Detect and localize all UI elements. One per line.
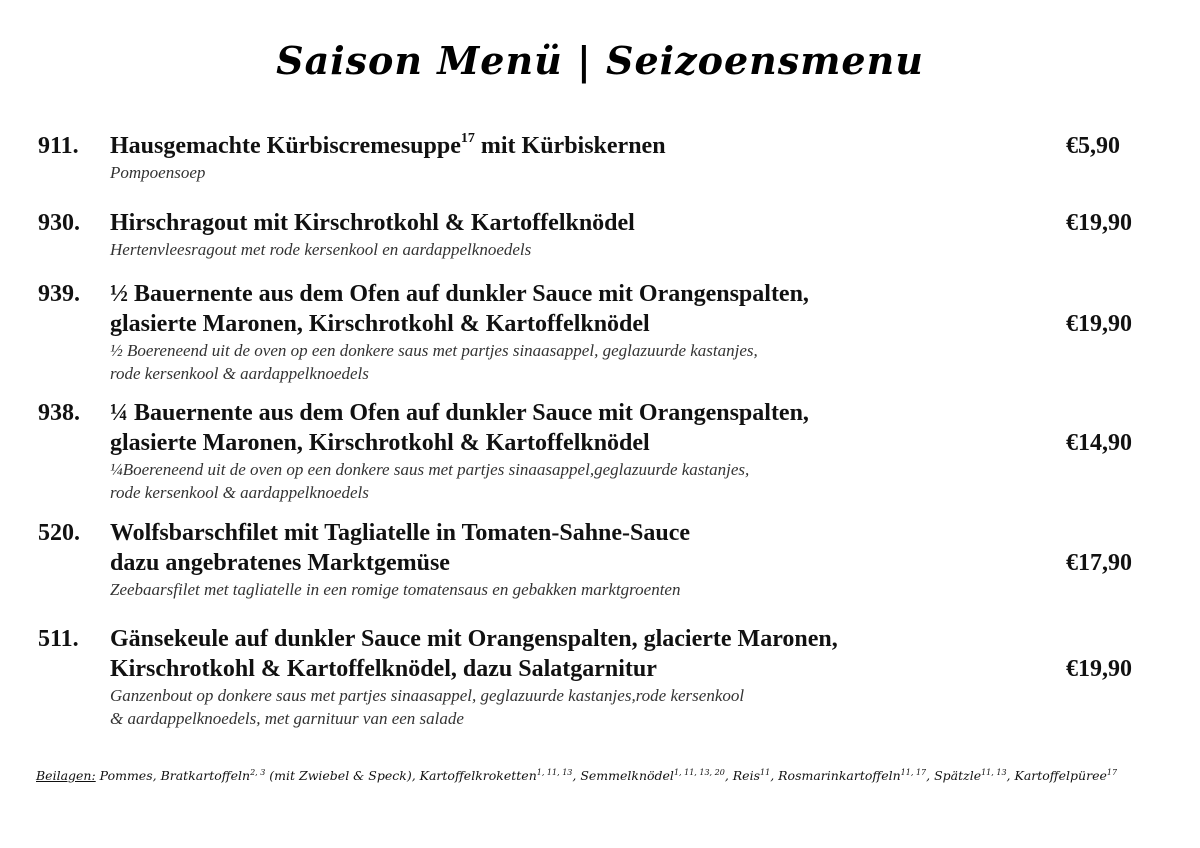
item-name-line-2: glasierte Maronen, Kirschrotkohl & Kartoffelknödel: [110, 311, 650, 337]
item-name-text: Hausgemachte Kürbiscremesuppe: [110, 133, 461, 159]
item-number: 911.: [38, 133, 79, 159]
allergen-code: 1, 11, 13, 20: [673, 768, 725, 777]
item-number: 939.: [38, 281, 80, 307]
item-name: Hirschragout mit Kirschrotkohl & Kartoffelknödel: [110, 210, 635, 236]
item-name-line-1: ¼ Bauernente aus dem Ofen auf dunkler Sauce mit Orangenspalten,: [110, 400, 809, 426]
menu-item: [38, 518, 1158, 608]
side-dish: , Semmelknödel: [572, 768, 674, 784]
item-description-line-1: Ganzenbout op donkere saus met partjes sinaasappel, geglazuurde kastanjes,rode kersenkool: [110, 686, 745, 705]
item-number: 520.: [38, 520, 80, 546]
item-number: 938.: [38, 400, 80, 426]
item-price: €14,90: [1066, 430, 1132, 456]
item-description: Hertenvleesragout met rode kersenkool en aardappelknoedels: [110, 240, 532, 259]
item-name-line-2: dazu angebratenes Marktgemüse: [110, 550, 450, 576]
allergen-code: 11: [760, 768, 771, 777]
side-dish: , Kartoffelpüree: [1006, 768, 1107, 784]
menu-item: [38, 624, 1158, 734]
item-description-line-1: ½ Boereneend uit de oven op een donkere saus met partjes sinaasappel, geglazuurde kastanjes,: [110, 341, 758, 360]
menu-item: [38, 398, 1158, 508]
side-dish: (mit Zwiebel & Speck), Kartoffelkroketten: [265, 768, 537, 784]
item-description: Pompoensoep: [110, 163, 206, 182]
item-name: [110, 131, 990, 161]
item-price: €5,90: [1066, 133, 1120, 159]
item-number: 930.: [38, 210, 80, 236]
item-name-line-1: ½ Bauernente aus dem Ofen auf dunkler Sauce mit Orangenspalten,: [110, 281, 809, 307]
item-name-line-1: Gänsekeule auf dunkler Sauce mit Orangenspalten, glacierte Maronen,: [110, 626, 838, 652]
item-name-text-tail: mit Kürbiskernen: [474, 133, 666, 159]
menu-item: [38, 279, 1158, 389]
side-dishes-footer: [36, 768, 1166, 783]
item-name-line-2: glasierte Maronen, Kirschrotkohl & Kartoffelknödel: [110, 430, 650, 456]
item-description-line-2: rode kersenkool & aardappelknoedels: [110, 483, 369, 502]
item-number: 511.: [38, 626, 79, 652]
item-price: €19,90: [1066, 210, 1132, 236]
side-dish: , Spätzle: [926, 768, 982, 784]
item-price: €17,90: [1066, 550, 1132, 576]
item-name-line-2: Kirschrotkohl & Kartoffelknödel, dazu Salatgarnitur: [110, 656, 657, 682]
allergen-code: 17: [1106, 768, 1118, 777]
allergen-code: 17: [460, 131, 475, 146]
side-dish: , Reis: [724, 768, 760, 784]
menu-item: [38, 131, 1158, 191]
allergen-code: 11, 17: [900, 768, 927, 777]
allergen-code: 2, 3: [250, 768, 266, 777]
menu-item: [38, 208, 1158, 268]
side-dishes-label: Beilagen:: [36, 768, 96, 784]
allergen-code: 11, 13: [981, 768, 1007, 777]
item-description-line-1: ¼Boereneend uit de oven op een donkere saus met partjes sinaasappel,geglazuurde kastanjes,: [110, 460, 750, 479]
item-description-line-2: & aardappelknoedels, met garnituur van een salade: [110, 709, 464, 728]
side-dish: Pommes, Bratkartoffeln: [95, 768, 251, 784]
item-price: €19,90: [1066, 656, 1132, 682]
page-title: Saison Menü | Seizoensmenu: [276, 38, 924, 83]
item-description-line-2: rode kersenkool & aardappelknoedels: [110, 364, 369, 383]
allergen-code: 1, 11, 13: [536, 768, 573, 777]
side-dish: , Rosmarinkartoffeln: [770, 768, 901, 784]
item-description-line-1: Zeebaarsfilet met tagliatelle in een romige tomatensaus en gebakken marktgroenten: [110, 580, 681, 599]
item-price: €19,90: [1066, 311, 1132, 337]
item-name-line-1: Wolfsbarschfilet mit Tagliatelle in Tomaten-Sahne-Sauce: [110, 520, 691, 546]
